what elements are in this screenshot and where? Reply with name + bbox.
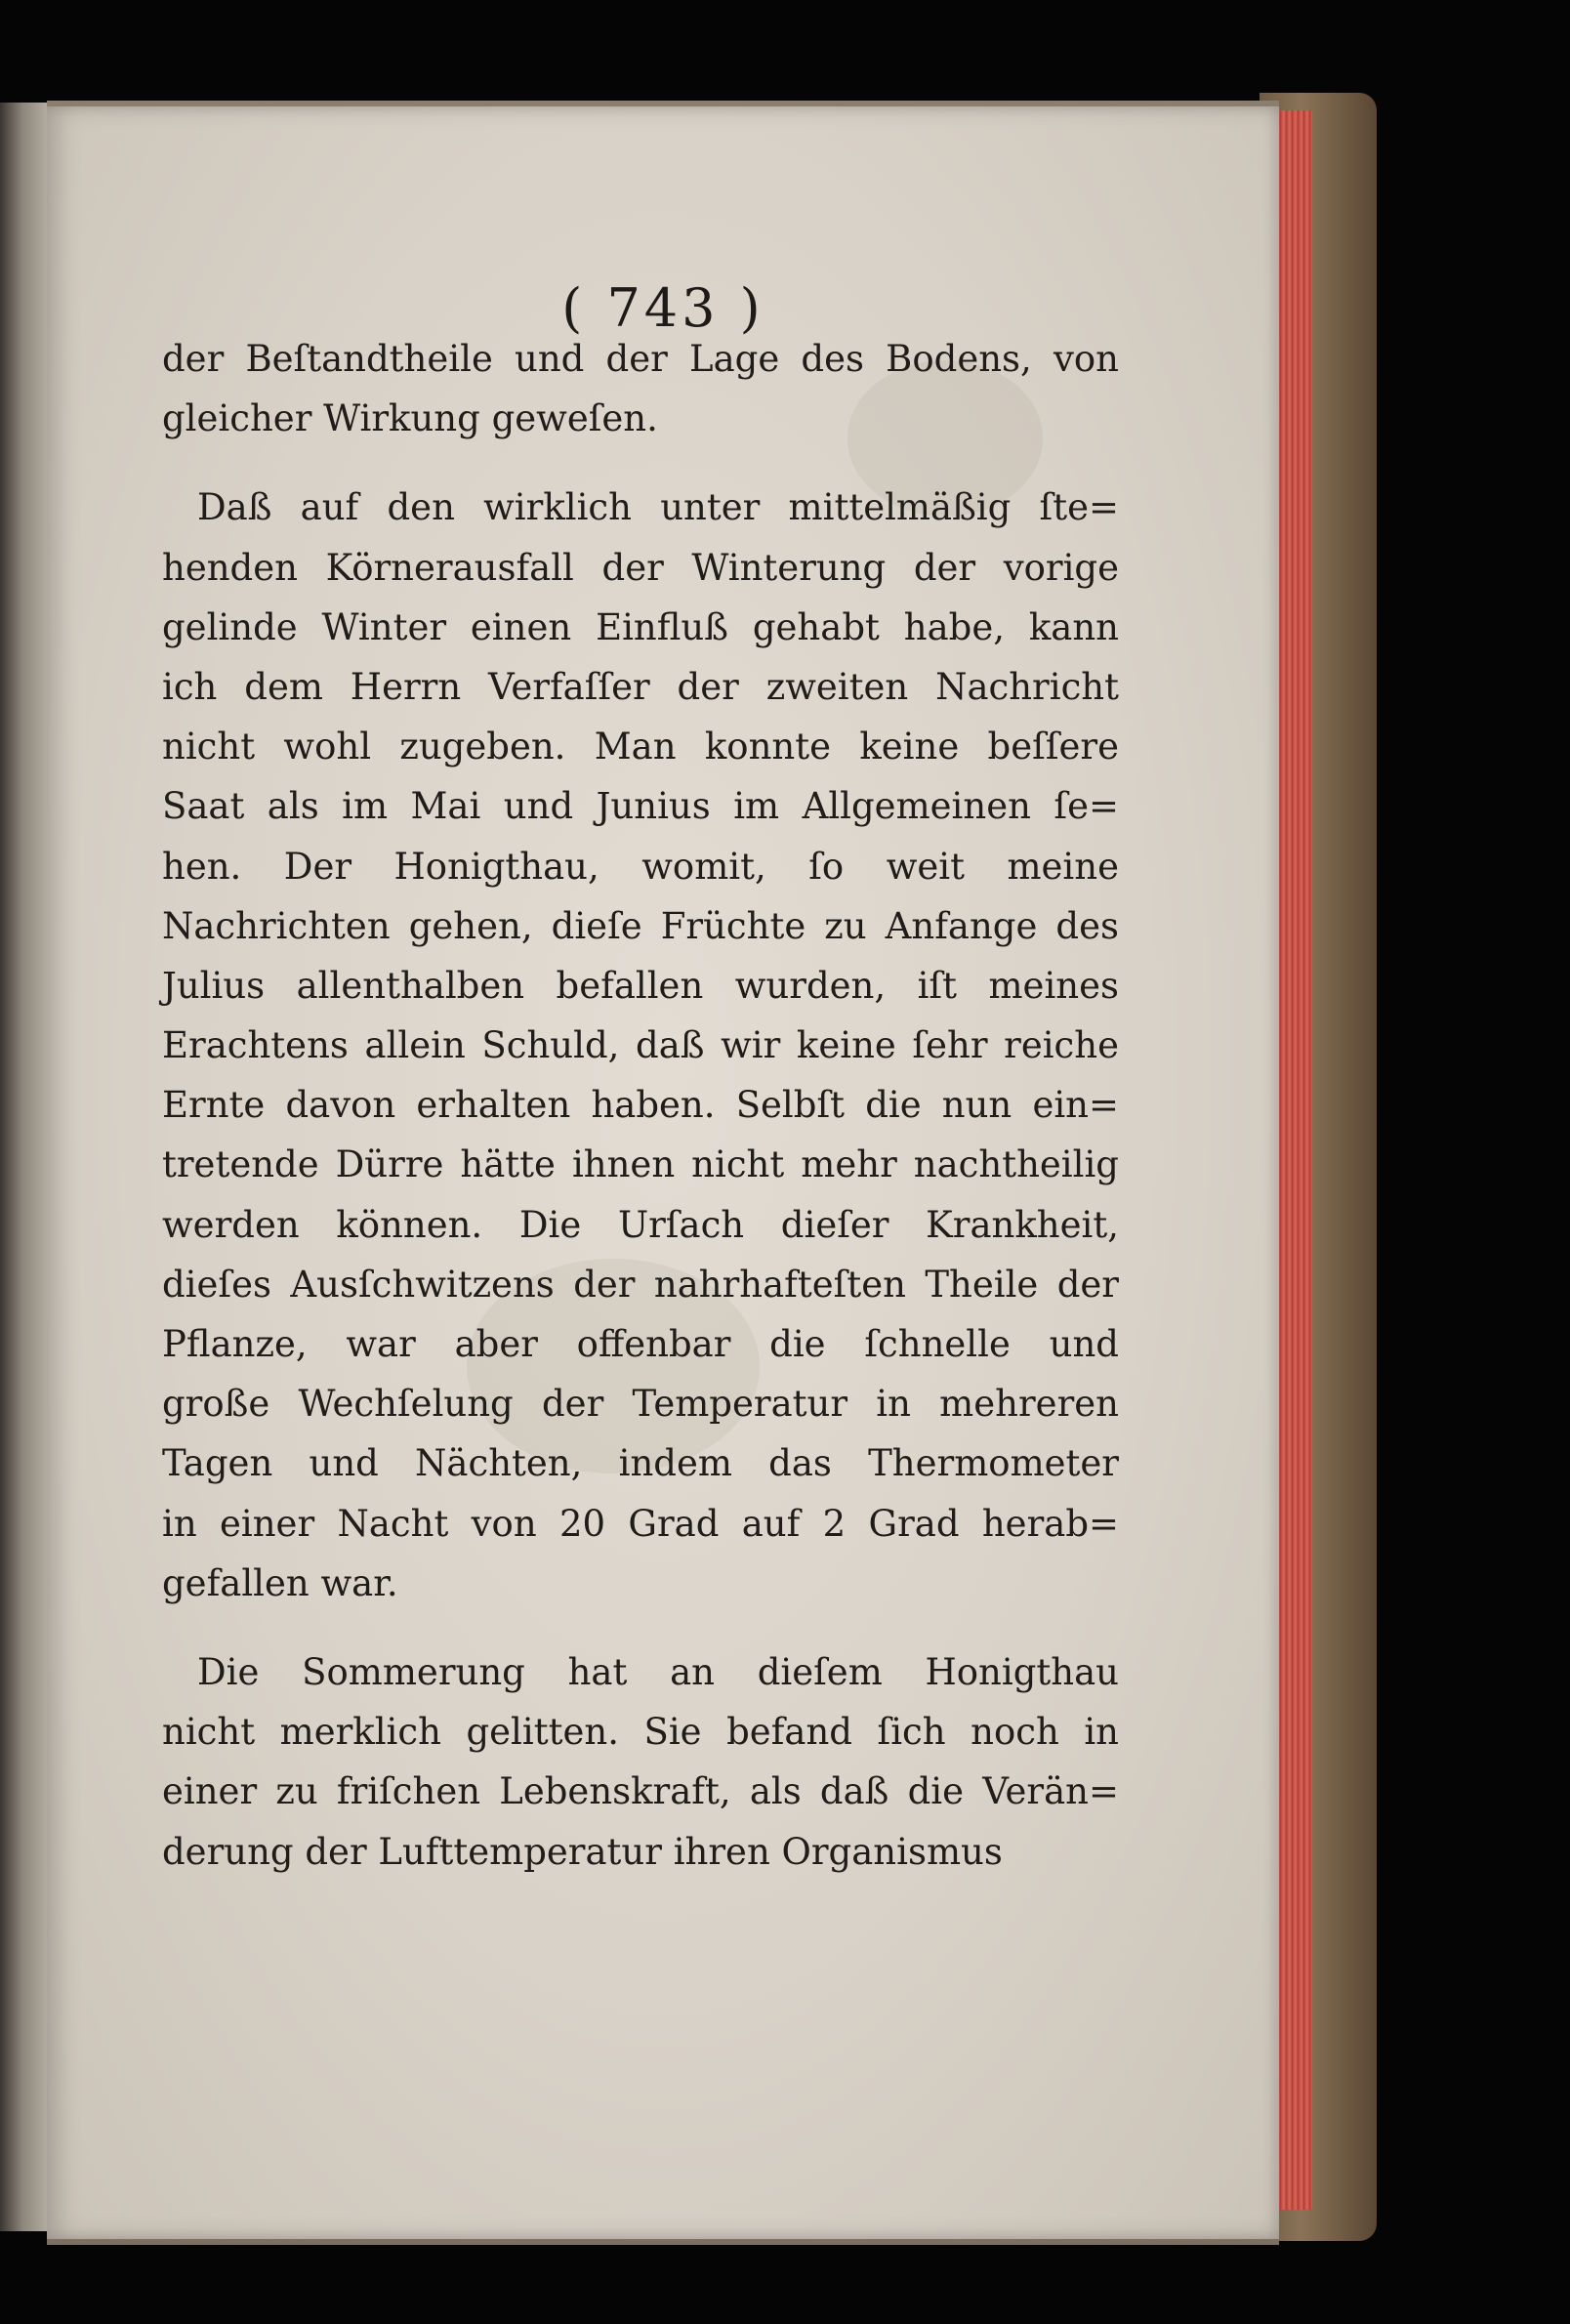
text-line: große Wechſelung der Temperatur in mehreren [162, 1383, 1119, 1426]
text-line: Julius allenthalben befallen wurden, iſt meines [162, 964, 1119, 1007]
text-line: nicht wohl zugeben. Man konnte keine beſſere [162, 726, 1119, 768]
text-line: einer zu friſchen Lebenskraft, als daß die Verän= [162, 1770, 1119, 1813]
text-line: henden Körnerausfall der Winterung der vorige [162, 546, 1119, 589]
paragraph-gap [162, 448, 1119, 477]
book [0, 93, 1377, 2241]
paragraph [162, 477, 1119, 1613]
book-page [47, 101, 1279, 2245]
previous-page-edge [0, 103, 51, 2231]
text-line: tretende Dürre hätte ihnen nicht mehr nachtheilig [162, 1143, 1119, 1186]
text-line: ich dem Herrn Verfaſſer der zweiten Nachricht [162, 665, 1119, 708]
text-line: Daß auf den wirklich unter mittelmäßig ſte= [197, 486, 1119, 529]
text-line: hen. Der Honigthau, womit, ſo weit meine [162, 845, 1119, 888]
text-line: Nachrichten gehen, dieſe Früchte zu Anfange des [162, 904, 1119, 947]
text-line: Pflanze, war aber offenbar die ſchnelle und [162, 1323, 1119, 1365]
text-line: Saat als im Mai und Junius im Allgemeinen ſe= [162, 785, 1119, 828]
text-line: in einer Nacht von 20 Grad auf 2 Grad herab= [162, 1502, 1119, 1545]
page-number-header: ( 743 ) [561, 277, 764, 339]
text-line: dieſes Ausſchwitzens der nahrhafteſten Theile der [162, 1263, 1119, 1306]
text-line: derung der Lufttemperatur ihren Organismus [162, 1830, 1003, 1873]
paragraph [162, 329, 1119, 448]
text-line: werden können. Die Urſach dieſer Krankheit, [162, 1203, 1119, 1246]
text-line: der Beſtandtheile und der Lage des Bodens, von [162, 338, 1119, 380]
text-line: Erachtens allein Schuld, daß wir keine ſehr reiche [162, 1024, 1119, 1067]
text-line: gleicher Wirkung geweſen. [162, 397, 658, 440]
paragraph [162, 1642, 1119, 1882]
text-line: Tagen und Nächten, indem das Thermometer [162, 1442, 1119, 1485]
text-line: Ernte davon erhalten haben. Selbſt die nun ein= [162, 1084, 1119, 1127]
text-line: gefallen war. [162, 1561, 398, 1604]
body-text [162, 329, 1119, 1882]
text-line: nicht merklich gelitten. Sie befand ſich noch in [162, 1711, 1119, 1754]
text-line: gelinde Winter einen Einfluß gehabt habe, kann [162, 605, 1119, 648]
paragraph-gap [162, 1613, 1119, 1642]
text-line: Die Sommerung hat an dieſem Honigthau [197, 1650, 1119, 1693]
